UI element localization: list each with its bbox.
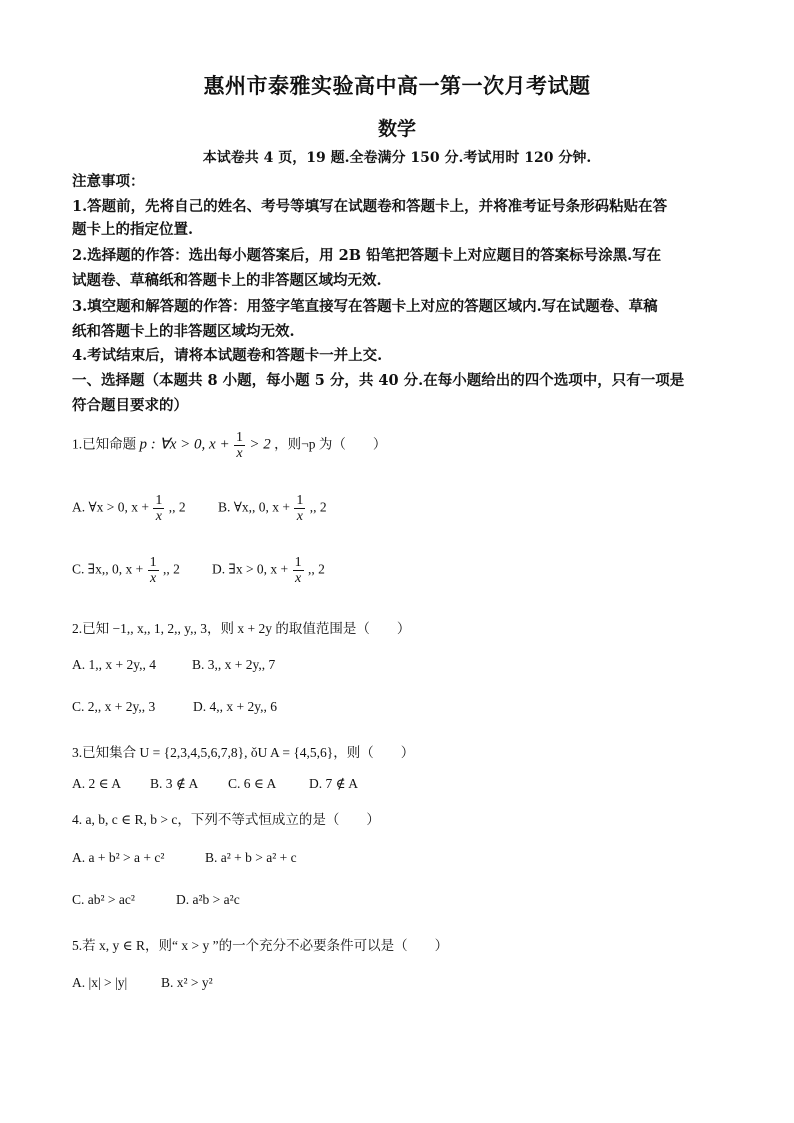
question-1-option-b (218, 493, 327, 524)
subject-heading: 数学 (377, 118, 416, 140)
option-text-end: ,, 2 (162, 561, 180, 577)
exam-info: 本试卷共 4 页，19 题.全卷满分 150 分.考试用时 120 分钟. (202, 150, 592, 166)
question-1-suffix: ，则¬p 为（ ） (274, 436, 387, 452)
question-1-expression-end: > 2 (249, 436, 271, 453)
option-text: C. ∃x,, 0, x + (72, 561, 144, 577)
fraction-numerator: 1 (296, 493, 304, 508)
question-2: 2.已知 −1,, x,, 1, 2,, y,, 3，则 x + 2y 的取值范围是（ ） (72, 621, 411, 636)
fraction-denominator: x (296, 509, 303, 524)
question-2-option-a: A. 1,, x + 2y,, 4 (72, 657, 156, 672)
exam-title: 惠州市泰雅实验高中高一第一次月考试题 (203, 73, 591, 98)
fraction-denominator: x (236, 446, 243, 461)
question-2-option-d: D. 4,, x + 2y,, 6 (193, 699, 277, 714)
notice-line-7: 4.考试结束后，请将本试题卷和答题卡一并上交. (72, 347, 383, 364)
notice-line-2: 题卡上的指定位置. (72, 221, 194, 238)
option-fraction (293, 555, 304, 586)
question-1-option-a (72, 493, 186, 524)
fraction-numerator: 1 (155, 493, 163, 508)
question-4: 4. a, b, c ∈ R, b > c，下列不等式恒成立的是（ ） (72, 812, 380, 827)
question-1-option-d (212, 555, 325, 586)
notice-heading: 注意事项： (72, 173, 145, 190)
question-3: 3.已知集合 U = {2,3,4,5,6,7,8}, ǒU A = {4,5,6}，则（ ） (72, 745, 415, 760)
notice-line-4: 试题卷、草稿纸和答题卡上的非答题区域均无效. (72, 272, 382, 289)
question-3-option-a: A. 2 ∈ A (72, 776, 121, 791)
option-fraction (294, 493, 305, 524)
question-1-expression: p : ∀x > 0, x + (139, 436, 230, 453)
question-5-option-b: B. x² > y² (161, 975, 213, 990)
question-5: 5.若 x, y ∈ R，则“ x > y ”的一个充分不必要条件可以是（ ） (72, 938, 449, 953)
option-text-end: ,, 2 (309, 499, 327, 515)
question-1-fraction (234, 430, 245, 461)
question-5-option-a: A. |x| > |y| (72, 975, 128, 990)
notice-line-5: 3.填空题和解答题的作答：用签字笔直接写在答题卡上对应的答题区域内.写在试题卷、草稿 (72, 298, 658, 315)
question-4-option-d: D. a²b > a²c (176, 892, 240, 907)
fraction-numerator: 1 (294, 555, 302, 570)
option-fraction (148, 555, 159, 586)
question-4-option-b: B. a² + b > a² + c (205, 850, 297, 865)
question-1-prefix: 1.已知命题 (72, 436, 137, 452)
option-text: B. ∀x,, 0, x + (218, 499, 291, 515)
option-text-end: ,, 2 (168, 499, 186, 515)
section-heading-line-2: 符合题目要求的） (72, 397, 188, 414)
question-3-option-b: B. 3 ∉ A (150, 776, 199, 791)
question-4-option-a: A. a + b² > a + c² (72, 850, 165, 865)
notice-line-3: 2.选择题的作答：选出每小题答案后，用 2B 铅笔把答题卡上对应题目的答案标号涂黑.写在 (72, 247, 662, 264)
fraction-numerator: 1 (149, 555, 157, 570)
question-2-option-b: B. 3,, x + 2y,, 7 (192, 657, 276, 672)
question-3-option-d: D. 7 ∉ A (309, 776, 358, 791)
notice-line-1: 1.答题前，先将自己的姓名、考号等填写在试题卷和答题卡上，并将准考证号条形码粘贴在答 (72, 198, 668, 215)
question-1-option-c (72, 555, 180, 586)
notice-line-6: 纸和答题卡上的非答题区域均无效. (72, 323, 295, 340)
question-4-option-c: C. ab² > ac² (72, 892, 135, 907)
question-2-option-c: C. 2,, x + 2y,, 3 (72, 699, 156, 714)
option-text: D. ∃x > 0, x + (212, 561, 289, 577)
section-heading-line-1: 一、选择题（本题共 8 小题，每小题 5 分，共 40 分.在每小题给出的四个选项中，只有一项是 (72, 372, 685, 389)
option-fraction (153, 493, 164, 524)
fraction-denominator: x (149, 571, 157, 586)
fraction-denominator: x (155, 509, 162, 524)
question-3-option-c: C. 6 ∈ A (228, 776, 277, 791)
question-1 (72, 430, 386, 461)
option-text-end: ,, 2 (307, 561, 325, 577)
option-text: A. ∀x > 0, x + (72, 499, 149, 515)
fraction-denominator: x (294, 571, 302, 586)
fraction-numerator: 1 (235, 430, 243, 445)
